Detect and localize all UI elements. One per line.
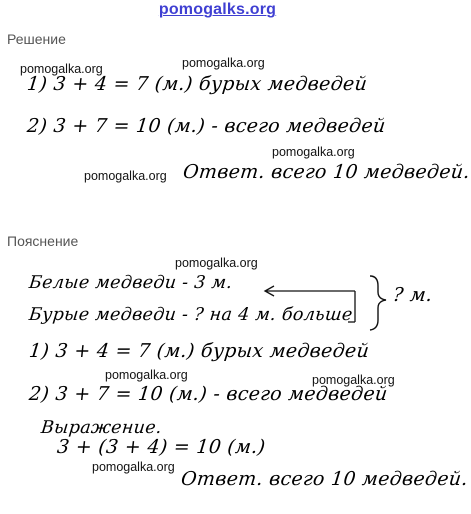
condition-brown-bears: Бурые медведи - ? на 4 м. больше (28, 305, 354, 325)
curly-brace-icon (370, 276, 386, 330)
watermark: pomogalka.org (92, 460, 175, 474)
expression: 3 + (3 + 4) = 10 (м.) (56, 436, 267, 458)
total-question: ? м. (392, 284, 434, 306)
solution-answer: Ответ. всего 10 медведей. (182, 161, 471, 183)
watermark: pomogalka.org (272, 145, 355, 159)
watermark: pomogalka.org (84, 169, 167, 183)
watermark: pomogalka.org (312, 373, 395, 387)
explanation-step-2: 2) 3 + 7 = 10 (м.) - всего медведей (28, 383, 389, 405)
solution-heading: Решение (7, 31, 66, 47)
explanation-step-1: 1) 3 + 4 = 7 (м.) бурых медведей (28, 340, 371, 362)
explanation-heading: Пояснение (7, 233, 79, 249)
solution-step-2: 2) 3 + 7 = 10 (м.) - всего медведей (26, 115, 387, 137)
watermark: pomogalka.org (182, 56, 265, 70)
solution-step-1: 1) 3 + 4 = 7 (м.) бурых медведей (26, 73, 369, 95)
site-header[interactable]: pomogalks.org (158, 1, 277, 18)
watermark: pomogalka.org (20, 62, 103, 76)
condition-white-bears: Белые медведи - 3 м. (28, 273, 234, 293)
explanation-answer: Ответ. всего 10 медведей. (180, 468, 469, 490)
watermark: pomogalka.org (175, 256, 258, 270)
expression-label: Выражение. (40, 418, 163, 438)
watermark: pomogalka.org (105, 368, 188, 382)
